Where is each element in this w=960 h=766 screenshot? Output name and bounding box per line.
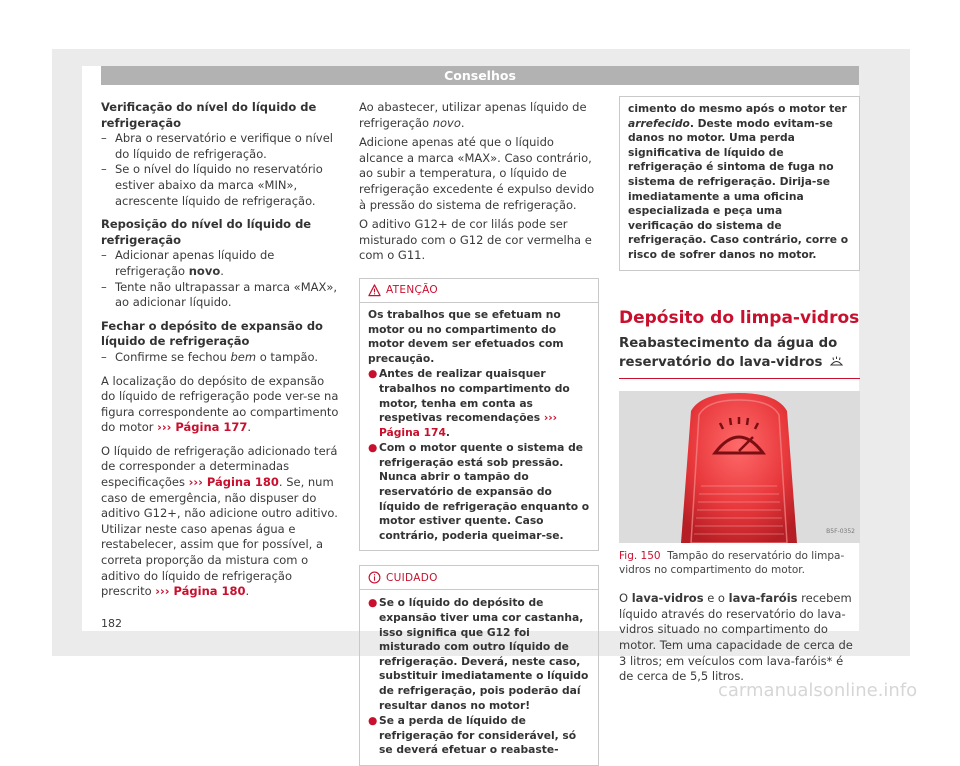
page-link[interactable]: ››› Página 180 — [188, 475, 279, 490]
heading-refill-level: Reposição do nível do líquido de refrigeração — [101, 217, 312, 247]
paragraph-specs: O líquido de refrigeração adicionado terá de corresponder a determinadas especificações ››› Página 180. Se, num caso de emergência, não dispuser do aditivo G12+, não adicione outro aditivo. Utilizar neste caso apenas água e restabelecer, assim que for possível, a correta proporção da mistura com o aditivo do líquido de refrigeração prescrito ››› Página 180. — [101, 443, 338, 599]
figure-caption: Fig. 150 Tampão do reservatório do limpa-vidros no compartimento do motor. — [619, 550, 845, 577]
column-right — [619, 96, 860, 685]
caution-bullet: ● Se o líquido do depósito de expansão tiver uma cor castanha, isso significa que G12 foi misturado com outro líquido de refrigeração. Deverá, neste caso, substituir imediatamente o líquido de refrigeração, pois poderão daí resultar danos no motor! — [368, 596, 589, 712]
page-link[interactable]: ››› Página 180 — [155, 584, 246, 599]
heading-close-tank: Fechar o depósito de expansão do líquido de refrigeração — [101, 318, 323, 349]
paragraph-new-coolant: Ao abastecer, utilizar apenas líquido de refrigeração novo. — [359, 100, 587, 130]
section-divider — [619, 378, 860, 379]
figure-washer-cap — [619, 391, 860, 543]
list-item: – Confirme se fechou bem o tampão. — [101, 349, 319, 364]
page-header: Conselhos — [101, 66, 859, 85]
caution-box — [359, 565, 599, 766]
page-number: 182 — [101, 617, 122, 630]
column-middle — [359, 100, 599, 766]
page-link[interactable]: ››› Página 177 — [157, 420, 248, 435]
warning-box — [359, 278, 599, 552]
warning-triangle-icon — [368, 284, 381, 297]
caution-header — [360, 566, 598, 590]
list-item: – Tente não ultrapassar a marca «MAX», ao adicionar líquido. — [101, 279, 338, 310]
warning-header — [360, 279, 598, 303]
washer-cap-illustration — [619, 391, 860, 543]
paragraph-additive: O aditivo G12+ de cor lilás pode ser misturado com o G12 de cor vermelha e com o G11. — [359, 217, 592, 263]
caution-body — [360, 590, 598, 765]
heading-check-level: Verificação do nível do líquido de refrigeração — [101, 100, 317, 130]
list-item: – Abra o reservatório e verifique o nível do líquido de refrigeração. — [101, 131, 333, 161]
paragraph-washer-capacity: O lava-vidros e o lava-faróis recebem líquido através do reservatório do lava-vidros situado no compartimento do motor. Tem uma capacidade de cerca de 3 litros; em veículos com lava-faróis* é de cerca de 5,5 litros. — [619, 591, 853, 684]
caution-title: CUIDADO — [386, 571, 438, 584]
column-left — [101, 100, 339, 600]
paragraph-location: A localização do depósito de expansão do líquido de refrigeração pode ver-se na figura correspondente ao compartimento do motor ››› Página 177. — [101, 373, 339, 435]
paragraph-max-mark: Adicione apenas até que o líquido alcance a marca «MAX». Caso contrário, ao subir a temperatura, o líquido de refrigeração excedente é expulso devido à pressão do sistema de refrigeração. — [359, 135, 595, 212]
section-title: Depósito do limpa-vidros — [619, 307, 860, 328]
figure-code: B5F-0352 — [826, 527, 855, 535]
warning-body — [360, 303, 598, 551]
warning-bullet: ● Com o motor quente o sistema de refrigeração está sob pressão. Nunca abrir o tampão do reservatório de expansão do líquido de refrigeração enquanto o motor estiver quente. Caso contrário, poderia queimar-se. — [368, 441, 590, 542]
warning-title: ATENÇÃO — [386, 284, 438, 297]
watermark: carmanualsonline.info — [718, 680, 918, 701]
info-circle-icon — [368, 571, 381, 584]
subsection-title: Reabastecimento da água do reservatório do lava-vidros — [619, 334, 860, 372]
list-item: – Se o nível do líquido no reservatório estiver abaixo da marca «MIN», acrescente líquido de refrigeração. — [101, 162, 323, 208]
list-item: – Adicionar apenas líquido de refrigeração novo. — [101, 248, 275, 278]
washer-symbol-icon — [830, 356, 843, 367]
warning-bullet: ● Antes de realizar quaisquer trabalhos no compartimento do motor, tenha em conta as respetivas recomendações ››› Página 174. — [368, 367, 570, 439]
page-link[interactable]: ››› Página 174 — [379, 411, 558, 439]
caution-box-continued: cimento do mesmo após o motor ter arrefecido. Deste modo evitam-se danos no motor. Uma perda significativa de líquido de refrigeração é sintoma de fuga no sistema de refrigeração. Dirija-se imediatamente a uma oficina especializada e peça uma verificação do sistema de refrigeração. Caso contrário, corre o risco de sofrer danos no motor. — [619, 96, 860, 271]
warning-intro: Os trabalhos que se efetuam no motor ou no compartimento do motor devem ser efetuados com precaução. — [368, 307, 564, 365]
caution-bullet: ● Se a perda de líquido de refrigeração for considerável, só se deverá efetuar o reabaste- — [368, 714, 577, 757]
